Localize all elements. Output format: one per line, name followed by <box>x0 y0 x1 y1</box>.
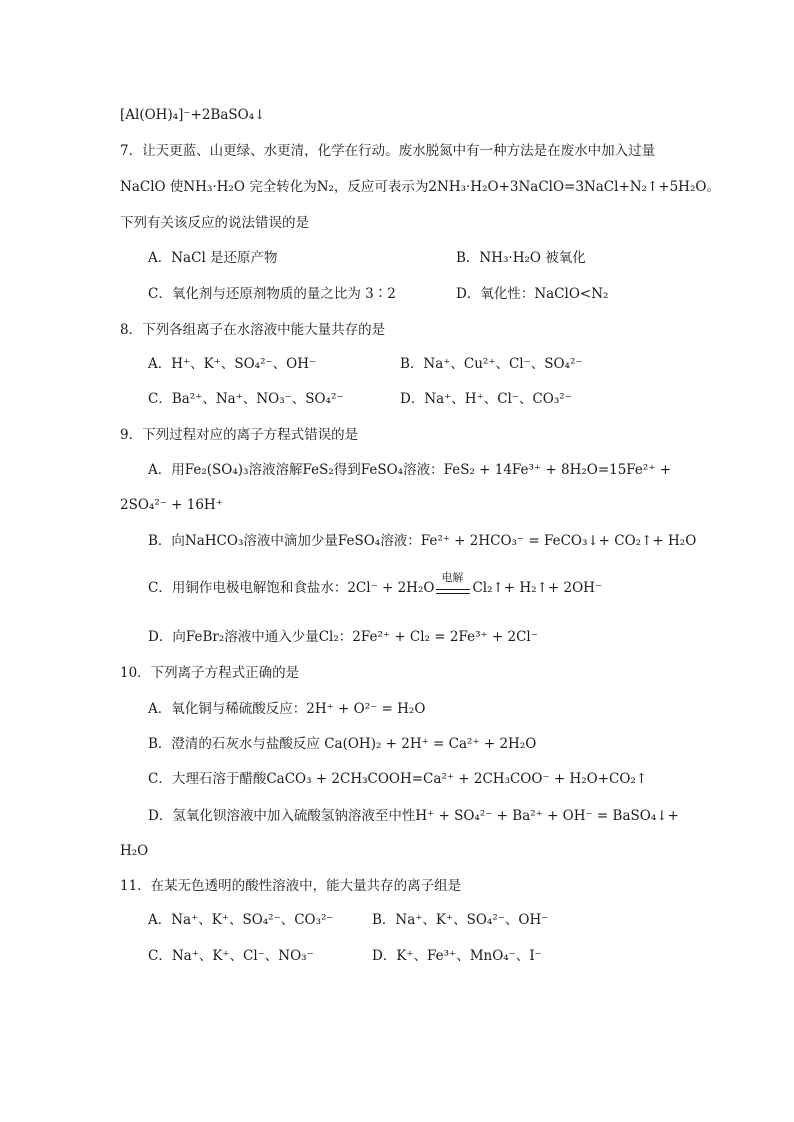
carry-over-equation: [Al(OH)₄]⁻+2BaSO₄↓ <box>120 107 266 123</box>
q7-option-b: B．NH₃·H₂O 被氧化 <box>456 250 586 266</box>
q7-option-d: D．氧化性：NaClO<N₂ <box>456 286 609 302</box>
q10-option-d-line2: H₂O <box>120 843 149 859</box>
q10-option-d-line1: D．氢氧化钡溶液中加入硫酸氢钠溶液至中性H⁺ + SO₄²⁻ + Ba²⁺ + OH⁻ = BaSO₄↓+ <box>148 808 679 824</box>
q8-option-c: C．Ba²⁺、Na⁺、NO₃⁻、SO₄²⁻ <box>148 391 344 407</box>
q9-option-c: C．用铜作电极电解饱和食盐水：2Cl⁻ + 2H₂O 电解 Cl₂↑+ H₂↑+ 2OH⁻ <box>148 578 602 599</box>
q7-stem-line2: NaClO 使NH₃·H₂O 完全转化为N₂，反应可表示为2NH₃·H₂O+3NaClO=3NaCl+N₂↑+5H₂O。 <box>120 179 720 195</box>
q7-stem-line3: 下列有关该反应的说法错误的是 <box>120 215 309 231</box>
q11-stem: 11．在某无色透明的酸性溶液中，能大量共存的离子组是 <box>120 878 462 894</box>
q11-option-c: C．Na⁺、K⁺、Cl⁻、NO₃⁻ <box>148 948 314 964</box>
q10-option-c: C．大理石溶于醋酸CaCO₃ + 2CH₃COOH=Ca²⁺ + 2CH₃COO⁻ + H₂O+CO₂↑ <box>148 771 648 787</box>
electrolysis-sign <box>434 570 472 599</box>
q9-option-d: D．向FeBr₂溶液中通入少量Cl₂：2Fe²⁺ + Cl₂ = 2Fe³⁺ + 2Cl⁻ <box>148 629 538 645</box>
q10-stem: 10．下列离子方程式正确的是 <box>120 665 300 681</box>
q8-option-d: D．Na⁺、H⁺、Cl⁻、CO₃²⁻ <box>400 391 572 407</box>
q10-option-b: B．澄清的石灰水与盐酸反应 Ca(OH)₂ + 2H⁺ = Ca²⁺ + 2H₂O <box>148 736 537 752</box>
q9-option-b: B．向NaHCO₃溶液中滴加少量FeSO₄溶液：Fe²⁺ + 2HCO₃⁻ = FeCO₃↓+ CO₂↑+ H₂O <box>148 533 697 549</box>
q8-option-a: A．H⁺、K⁺、SO₄²⁻、OH⁻ <box>148 356 317 372</box>
q8-option-b: B．Na⁺、Cu²⁺、Cl⁻、SO₄²⁻ <box>400 356 583 372</box>
q9-stem: 9．下列过程对应的离子方程式错误的是 <box>120 427 359 443</box>
q8-stem: 8．下列各组离子在水溶液中能大量共存的是 <box>120 322 386 338</box>
q7-stem-line1: 7．让天更蓝、山更绿、水更清，化学在行动。废水脱氮中有一种方法是在废水中加入过量 <box>120 143 656 159</box>
q11-option-a: A．Na⁺、K⁺、SO₄²⁻、CO₃²⁻ <box>148 912 334 928</box>
q11-option-b: B．Na⁺、K⁺、SO₄²⁻、OH⁻ <box>372 912 549 928</box>
q10-option-a: A．氧化铜与稀硫酸反应：2H⁺ + O²⁻ = H₂O <box>148 701 426 717</box>
q7-option-c: C．氧化剂与还原剂物质的量之比为 3∶2 <box>148 286 396 302</box>
q11-option-d: D．K⁺、Fe³⁺、MnO₄⁻、I⁻ <box>372 948 542 964</box>
q7-option-a: A．NaCl 是还原产物 <box>148 250 278 266</box>
condition-label: 电解 <box>441 570 464 584</box>
q9-option-a-line2: 2SO₄²⁻ + 16H⁺ <box>120 497 223 513</box>
q9-option-a-line1: A．用Fe₂(SO₄)₃溶液溶解FeS₂得到FeSO₄溶液：FeS₂ + 14Fe³⁺ + 8H₂O=15Fe²⁺ + <box>148 462 672 478</box>
